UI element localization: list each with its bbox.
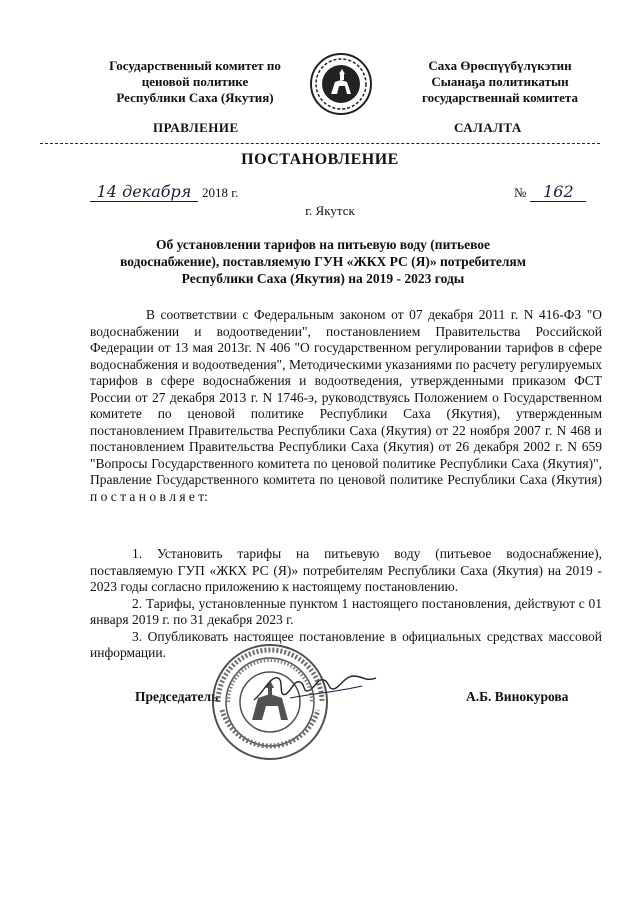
- dept-left: ПРАВЛЕНИЕ: [153, 120, 239, 135]
- header-divider: [40, 143, 600, 144]
- header-left-line: Государственный комитет по: [109, 58, 281, 73]
- signature-title: Председатель: [135, 689, 219, 704]
- list-item: 1. Установить тарифы на питьевую воду (питьевое водоснабжение), поставляемую ГУП «ЖКХ РС (Я)» потребителям Республики Саха (Якутия) на 2019 - 2023 годы согласно приложению к настоящему постановлению.: [90, 546, 602, 594]
- number-line: [514, 182, 586, 202]
- header-right-line: государственнай комитета: [422, 90, 578, 105]
- city: г. Якутск: [305, 203, 355, 218]
- number-prefix: №: [514, 185, 527, 200]
- resolution-items: [90, 546, 602, 662]
- header-right-line: Саха Өрөспүүбүлүкэтин: [428, 58, 572, 73]
- stamp-icon: [210, 642, 330, 762]
- document-type: ПОСТАНОВЛЕНИЕ: [241, 151, 399, 168]
- header-right-line: Сыанаҕа политикатын: [431, 74, 569, 89]
- header-left-line: Республики Саха (Якутия): [116, 90, 274, 105]
- preamble: [90, 307, 602, 505]
- emblem-icon: [309, 52, 373, 116]
- date-year: 2018 г.: [202, 185, 239, 200]
- preamble-text: В соответствии с Федеральным законом от 07 декабря 2011 г. N 416-ФЗ "О водоснабжении и водоотведении", постановлением Правительства Российской Федерации от 13 мая 2013г. N 406 "О государственном регулировании тарифов в сфере водоснабжения и водоотведения", Методическими указаниями по расчету регулируемых тарифов в сфере водоснабжения и водоотведения, утвержденными приказом ФСТ России от 27 декабря 2013 г. N 1746-э, руководствуясь Положением о Государственном комитете по ценовой политике Республики Саха (Якутия), утвержденным постановлением Правительства Республики Саха (Якутия) от 22 ноября 2007 г. N 468 и постановлением Правительства Республики Саха (Якутия) от 26 декабря 2002 г. N 659 "Вопросы Государственного комитета по ценовой политике Республики Саха (Якутия)", Правление Государственного комитета по ценовой политике Республики Саха (Якутия) п о с т а н о в л я е т:: [90, 307, 602, 504]
- dept-right: САЛАЛТА: [454, 120, 522, 135]
- number-handwritten: 162: [530, 182, 586, 202]
- header-left-org: [70, 58, 320, 106]
- list-item: 3. Опубликовать настоящее постановление в официальных средствах массовой информации.: [90, 628, 602, 660]
- document-subject: Об установлении тарифов на питьевую воду (питьевое водоснабжение), поставляемую ГУН «ЖКХ РС (Я)» потребителям Республики Саха (Якутия) на 2019 - 2023 годы: [120, 237, 526, 286]
- list-item: 2. Тарифы, установленные пунктом 1 настоящего постановления, действуют с 01 января 2019 г. по 31 декабря 2023 г.: [90, 595, 602, 627]
- header-right-org: [380, 58, 620, 106]
- date-line: [90, 182, 238, 202]
- signature-name: А.Б. Винокурова: [466, 689, 569, 704]
- date-handwritten: 14 декабря: [90, 182, 198, 202]
- header-left-line: ценовой политике: [141, 74, 249, 89]
